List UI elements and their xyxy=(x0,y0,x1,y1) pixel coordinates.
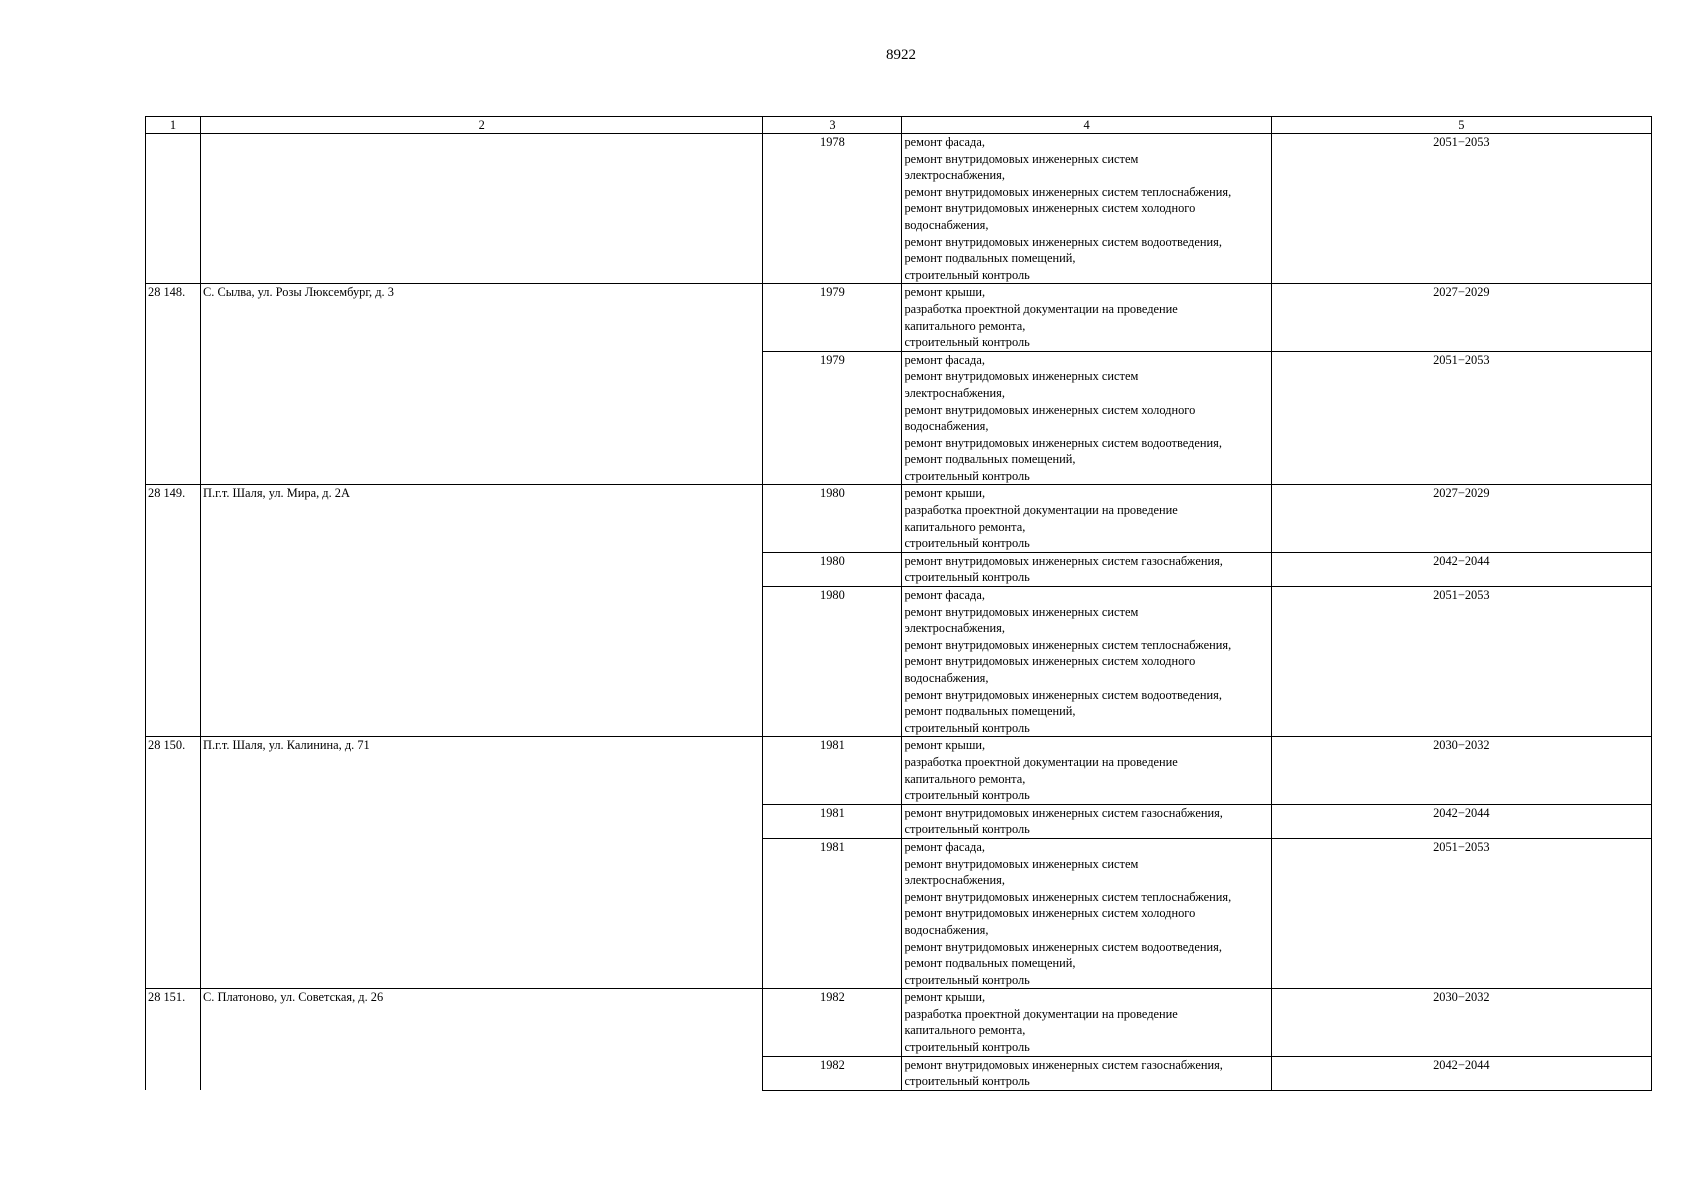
construction-year: 1980 xyxy=(763,552,902,586)
repair-works: ремонт крыши, разработка проектной документации на проведение капитального ремонта, строительный контроль xyxy=(902,485,1271,552)
table-row xyxy=(146,737,1652,804)
repair-period: 2030−2032 xyxy=(1271,989,1651,1056)
page-number: 8922 xyxy=(886,47,916,63)
table-body xyxy=(146,134,1652,1091)
table-header xyxy=(146,117,1652,134)
repair-period: 2042−2044 xyxy=(1271,804,1651,838)
row-number: 28 151. xyxy=(146,989,201,1091)
repair-period: 2051−2053 xyxy=(1271,587,1651,737)
repair-works: ремонт внутридомовых инженерных систем газоснабжения, строительный контроль xyxy=(902,804,1271,838)
table-row xyxy=(146,989,1652,1056)
repair-period: 2027−2029 xyxy=(1271,284,1651,351)
construction-year: 1979 xyxy=(763,351,902,485)
header-col-3: 3 xyxy=(763,117,902,134)
construction-year: 1980 xyxy=(763,587,902,737)
repair-works: ремонт фасада, ремонт внутридомовых инженерных систем электроснабжения, ремонт внутридомовых инженерных систем теплоснабжения, ремонт внутридомовых инженерных систем холодного водоснабжения, ремонт внутридомовых инженерных систем водоотведения, ремонт подвальных помещений, строительный контроль xyxy=(902,838,1271,988)
building-address: С. Сылва, ул. Розы Люксембург, д. 3 xyxy=(201,284,763,485)
building-address xyxy=(201,134,763,284)
repair-schedule-table xyxy=(145,116,1652,1091)
construction-year: 1978 xyxy=(763,134,902,284)
table-row xyxy=(146,485,1652,552)
repair-works: ремонт крыши, разработка проектной документации на проведение капитального ремонта, строительный контроль xyxy=(902,989,1271,1056)
repair-works: ремонт внутридомовых инженерных систем газоснабжения, строительный контроль xyxy=(902,1056,1271,1090)
table-row xyxy=(146,284,1652,351)
repair-works: ремонт крыши, разработка проектной документации на проведение капитального ремонта, строительный контроль xyxy=(902,284,1271,351)
header-col-1: 1 xyxy=(146,117,201,134)
construction-year: 1982 xyxy=(763,1056,902,1090)
repair-period: 2042−2044 xyxy=(1271,552,1651,586)
repair-period: 2051−2053 xyxy=(1271,134,1651,284)
header-col-2: 2 xyxy=(201,117,763,134)
construction-year: 1981 xyxy=(763,737,902,804)
construction-year: 1982 xyxy=(763,989,902,1056)
construction-year: 1980 xyxy=(763,485,902,552)
header-row xyxy=(146,117,1652,134)
construction-year: 1979 xyxy=(763,284,902,351)
repair-works: ремонт крыши, разработка проектной документации на проведение капитального ремонта, строительный контроль xyxy=(902,737,1271,804)
repair-works: ремонт фасада, ремонт внутридомовых инженерных систем электроснабжения, ремонт внутридомовых инженерных систем теплоснабжения, ремонт внутридомовых инженерных систем холодного водоснабжения, ремонт внутридомовых инженерных систем водоотведения, ремонт подвальных помещений, строительный контроль xyxy=(902,134,1271,284)
header-col-4: 4 xyxy=(902,117,1271,134)
repair-period: 2030−2032 xyxy=(1271,737,1651,804)
row-number: 28 148. xyxy=(146,284,201,485)
repair-works: ремонт фасада, ремонт внутридомовых инженерных систем электроснабжения, ремонт внутридомовых инженерных систем холодного водоснабжения, ремонт внутридомовых инженерных систем водоотведения, ремонт подвальных помещений, строительный контроль xyxy=(902,351,1271,485)
construction-year: 1981 xyxy=(763,838,902,988)
repair-period: 2027−2029 xyxy=(1271,485,1651,552)
row-number xyxy=(146,134,201,284)
repair-period: 2051−2053 xyxy=(1271,838,1651,988)
row-number: 28 150. xyxy=(146,737,201,989)
construction-year: 1981 xyxy=(763,804,902,838)
repair-period: 2051−2053 xyxy=(1271,351,1651,485)
repair-works: ремонт внутридомовых инженерных систем газоснабжения, строительный контроль xyxy=(902,552,1271,586)
building-address: П.г.т. Шаля, ул. Мира, д. 2А xyxy=(201,485,763,737)
building-address: С. Платоново, ул. Советская, д. 26 xyxy=(201,989,763,1091)
repair-works: ремонт фасада, ремонт внутридомовых инженерных систем электроснабжения, ремонт внутридомовых инженерных систем теплоснабжения, ремонт внутридомовых инженерных систем холодного водоснабжения, ремонт внутридомовых инженерных систем водоотведения, ремонт подвальных помещений, строительный контроль xyxy=(902,587,1271,737)
repair-period: 2042−2044 xyxy=(1271,1056,1651,1090)
header-col-5: 5 xyxy=(1271,117,1651,134)
table-row xyxy=(146,134,1652,284)
row-number: 28 149. xyxy=(146,485,201,737)
building-address: П.г.т. Шаля, ул. Калинина, д. 71 xyxy=(201,737,763,989)
